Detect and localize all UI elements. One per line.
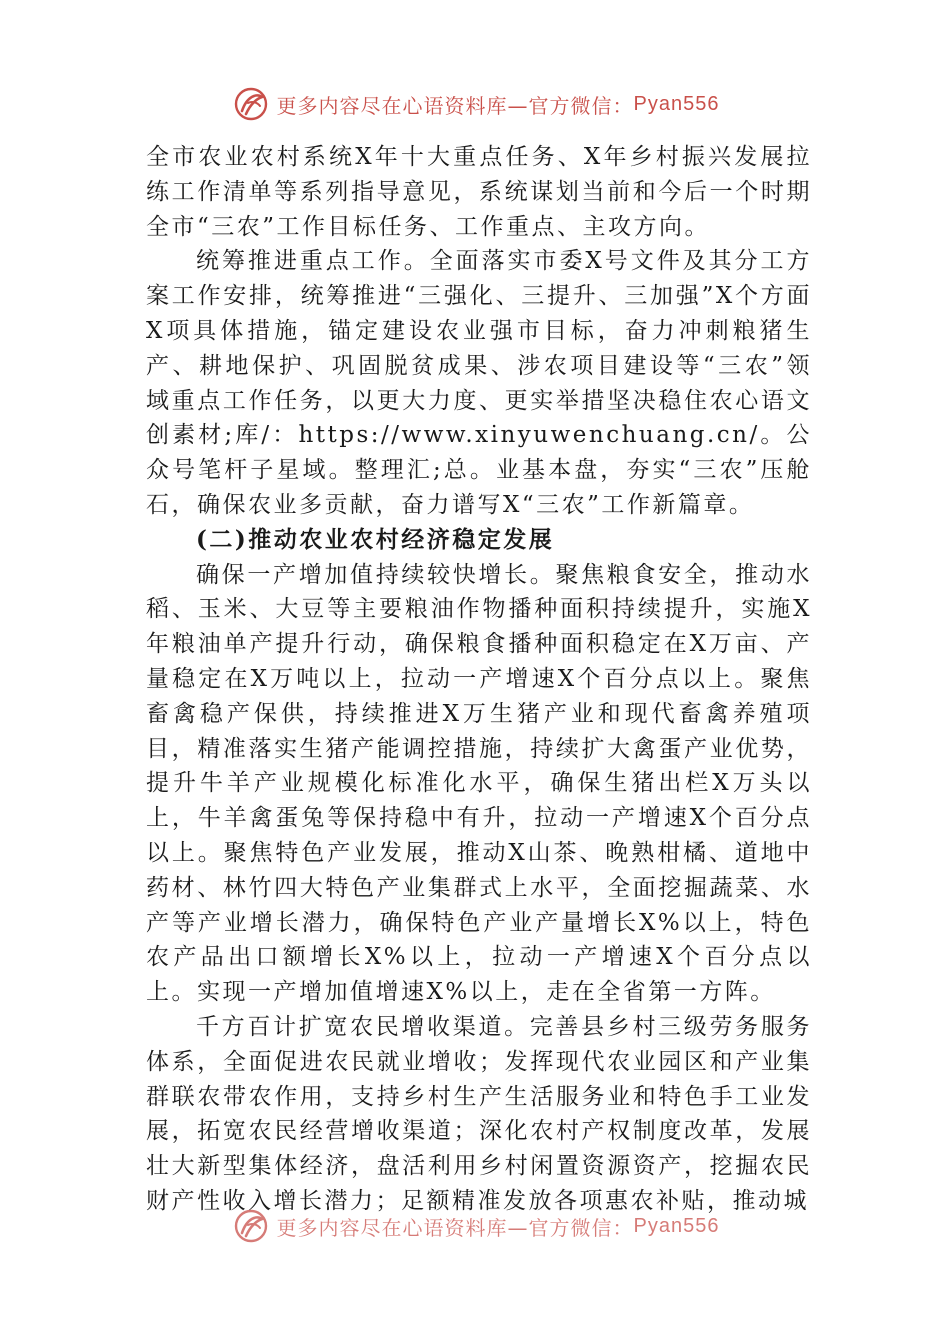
watermark-header	[0, 84, 950, 124]
watermark-text: 更多内容尽在心语资料库—官方微信：	[276, 93, 634, 118]
paragraph-farmer-income: 千方百计扩宽农民增收渠道。完善县乡村三级劳务服务体系，全面促进农民就业增收；发挥现代农业园区和产业集群联农带农作用，支持乡村生产生活服务业和特色手工业发展，拓宽农民经营增收渠道；深化农村产权制度改革，发展壮大新型集体经济，盘活利用乡村闲置资源资产，挖掘农民财产性收入增长潜力；足额精准发放各项惠农补贴，推动城	[146, 1013, 812, 1214]
watermark-footer	[0, 1206, 950, 1246]
watermark-text: 更多内容尽在心语资料库—官方微信：	[276, 1215, 634, 1240]
paragraph-continued: 全市农业农村系统X年十大重点任务、X年乡村振兴发展拉练工作清单等系列指导意见，系统谋划当前和今后一个时期全市“三农”工作目标任务、工作重点、主攻方向。	[146, 144, 812, 240]
watermark-account: Pyan556	[633, 1214, 720, 1237]
watermark-account: Pyan556	[633, 92, 720, 115]
logo-icon	[231, 84, 271, 124]
paragraph-primary-industry: 确保一产增加值持续较快增长。聚焦粮食安全，推动水稻、玉米、大豆等主要粮油作物播种面积持续提升，实施X年粮油单产提升行动，确保粮食播种面积稳定在X万亩、产量稳定在X万吨以上，拉动一产增速X个百分点以上。聚焦畜禽稳产保供，持续推进X万生猪产业和现代畜禽养殖项目，精准落实生猪产能调控措施，持续扩大禽蛋产业优势，提升牛羊产业规模化标准化水平，确保生猪出栏X万头以上，牛羊禽蛋兔等保持稳中有升，拉动一产增速X个百分点以上。聚焦特色产业发展，推动X山茶、晚熟柑橘、道地中药材、林竹四大特色产业集群式上水平，全面挖掘蔬菜、水产等产业增长潜力，确保特色产业产量增长X%以上，特色农产品出口额增长X%以上，拉动一产增速X个百分点以上。实现一产增加值增速X%以上，走在全省第一方阵。	[146, 561, 812, 1006]
logo-icon	[231, 1206, 271, 1246]
section-heading: (二)推动农业农村经济稳定发展	[196, 525, 555, 553]
paragraph-key-work: 统筹推进重点工作。全面落实市委X号文件及其分工方案工作安排，统筹推进“三强化、三提升、三加强”X个方面X项具体措施，锚定建设农业强市目标，奋力冲刺粮猪生产、耕地保护、巩固脱贫成果、涉农项目建设等“三农”领域重点工作任务，以更大力度、更实举措坚决稳住农心语文创素材;库/：https://www.xinyuwenchuang.cn/。公众号笔杆子星域。整理汇;总。业基本盘，夯实“三农”压舱石，确保农业多贡献，奋力谱写X“三农”工作新篇章。	[146, 248, 812, 518]
document-body	[146, 140, 812, 1215]
